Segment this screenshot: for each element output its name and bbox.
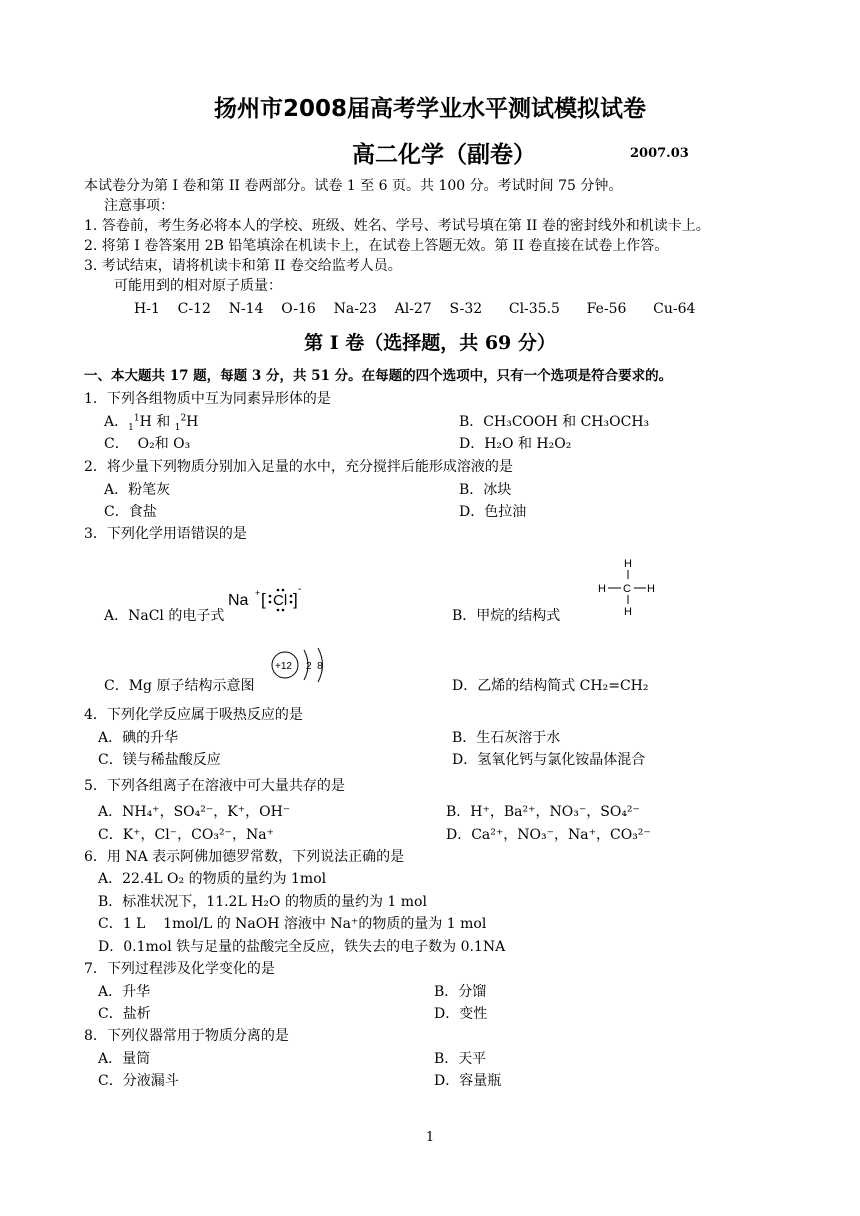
q5-option-c: C．K⁺，Cl⁻，CO₃²⁻，Na⁺ [98,827,274,843]
q3-option-c: C．Mg 原子结构示意图 [104,678,255,694]
q3-option-a: A．NaCl 的电子式 [104,608,225,624]
q6-option-d: D．0.1mol 铁与足量的盐酸完全反应，铁失去的电子数为 0.1NA [98,939,506,955]
exam-title: 扬州市2008届高考学业水平测试模拟试卷 [213,96,646,122]
q6-stem: 6．用 NA 表示阿佛加德罗常数，下列说法正确的是 [84,849,405,865]
atomic-masses: H-1 C-12 N-14 O-16 Na-23 Al-27 S-32 Cl-35.5 Fe-56 Cu-64 [134,301,696,317]
q2-option-b: B．冰块 [459,482,512,498]
nacl-na-symbol: Na [228,592,249,609]
exam-date: 2007.03 [630,146,689,161]
q5-stem: 5．下列各组离子在溶液中可大量共存的是 [84,778,345,794]
nacl-electron-formula [226,583,306,615]
q8-option-b: B．天平 [434,1051,487,1067]
q7-option-a: A．升华 [98,984,151,1000]
mg-atom-diagram [268,644,336,688]
page-number: 1 [425,1130,435,1145]
exam-subtitle: 高二化学（副卷） [352,142,536,168]
q2-option-a: A．粉笔灰 [104,482,171,498]
h-left: H [598,583,606,595]
q5-option-b: B．H⁺，Ba²⁺，NO₃⁻，SO₄²⁻ [446,804,640,820]
note-2: 2. 将第 I 卷答案用 2B 铅笔填涂在机读卡上，在试卷上答题无效。第 II 卷直接在试卷上作答。 [84,238,669,254]
q2-option-c: C．食盐 [104,504,157,520]
q4-option-d: D．氢氧化钙与氯化铵晶体混合 [452,752,646,768]
q4-option-b: B．生石灰溶于水 [452,730,561,746]
section-title: 第 I 卷（选择题，共 69 分） [304,332,556,354]
notes-title: 注意事项： [104,198,174,214]
q1-option-b: B．CH₃COOH 和 CH₃OCH₃ [459,414,650,430]
section-instruction: 一、本大题共 17 题，每题 3 分，共 51 分。在每题的四个选项中，只有一个选项是符合要求的。 [84,368,673,384]
intro-line: 本试卷分为第 I 卷和第 II 卷两部分。试卷 1 至 6 页。共 100 分。考试时间 75 分钟。 [84,178,623,194]
h-top: H [624,558,632,570]
q6-option-c: C．1 L 1mol/L 的 NaOH 溶液中 Na⁺的物质的量为 1 mol [98,916,487,932]
mg-shells: 2 8 [306,661,323,672]
q5-option-a: A．NH₄⁺，SO₄²⁻，K⁺，OH⁻ [98,804,291,820]
q1-stem: 1．下列各组物质中互为同素异形体的是 [84,391,331,407]
q3-option-b: B．甲烷的结构式 [452,608,561,624]
q4-stem: 4．下列化学反应属于吸热反应的是 [84,707,303,723]
c-center: C [623,583,631,595]
note-1: 1. 答卷前，考生务必将本人的学校、班级、姓名、学号、考试号填在第 II 卷的密封线外和机读卡上。 [84,218,710,234]
q8-option-a: A．量筒 [98,1051,151,1067]
bracket-left: [ [261,590,266,609]
na-plus: + [255,588,261,598]
q4-option-c: C．镁与稀盐酸反应 [98,752,221,768]
q1-option-a: A．$_1^1$H 和 $_1^2$H [104,413,199,433]
q7-option-d: D．变性 [434,1006,488,1022]
q5-option-d: D．Ca²⁺，NO₃⁻，Na⁺，CO₃²⁻ [446,827,651,843]
q8-option-c: C．分液漏斗 [98,1073,179,1089]
q3-stem: 3．下列化学用语错误的是 [84,526,247,542]
q7-stem: 7．下列过程涉及化学变化的是 [84,961,275,977]
q7-option-c: C．盐析 [98,1006,151,1022]
q3-option-d: D．乙烯的结构简式 CH₂=CH₂ [452,678,649,694]
q1-option-c: C． O₂和 O₃ [104,436,191,452]
bracket-right: ] [293,590,298,609]
q7-option-b: B．分馏 [434,984,487,1000]
h-right: H [647,583,655,595]
cl-minus: - [298,584,302,595]
q4-option-a: A．碘的升华 [98,730,179,746]
h-bottom: H [624,606,632,618]
q8-option-d: D．容量瓶 [434,1073,502,1089]
q6-option-a: A．22.4L O₂ 的物质的量约为 1mol [98,871,327,887]
q2-option-d: D．色拉油 [459,504,527,520]
mg-nucleus: +12 [275,661,292,672]
methane-structural-formula [596,555,660,619]
q1-option-d: D．H₂O 和 H₂O₂ [459,436,572,452]
note-3: 3. 考试结束，请将机读卡和第 II 卷交给监考人员。 [84,258,402,274]
q6-option-b: B．标准状况下，11.2L H₂O 的物质的量约为 1 mol [98,894,427,910]
nacl-cl-symbol: Cl [273,592,288,609]
q8-stem: 8．下列仪器常用于物质分离的是 [84,1028,289,1044]
q2-stem: 2．将少量下列物质分别加入足量的水中，充分搅拌后能形成溶液的是 [84,459,513,475]
mass-title: 可能用到的相对原子质量： [114,278,282,294]
